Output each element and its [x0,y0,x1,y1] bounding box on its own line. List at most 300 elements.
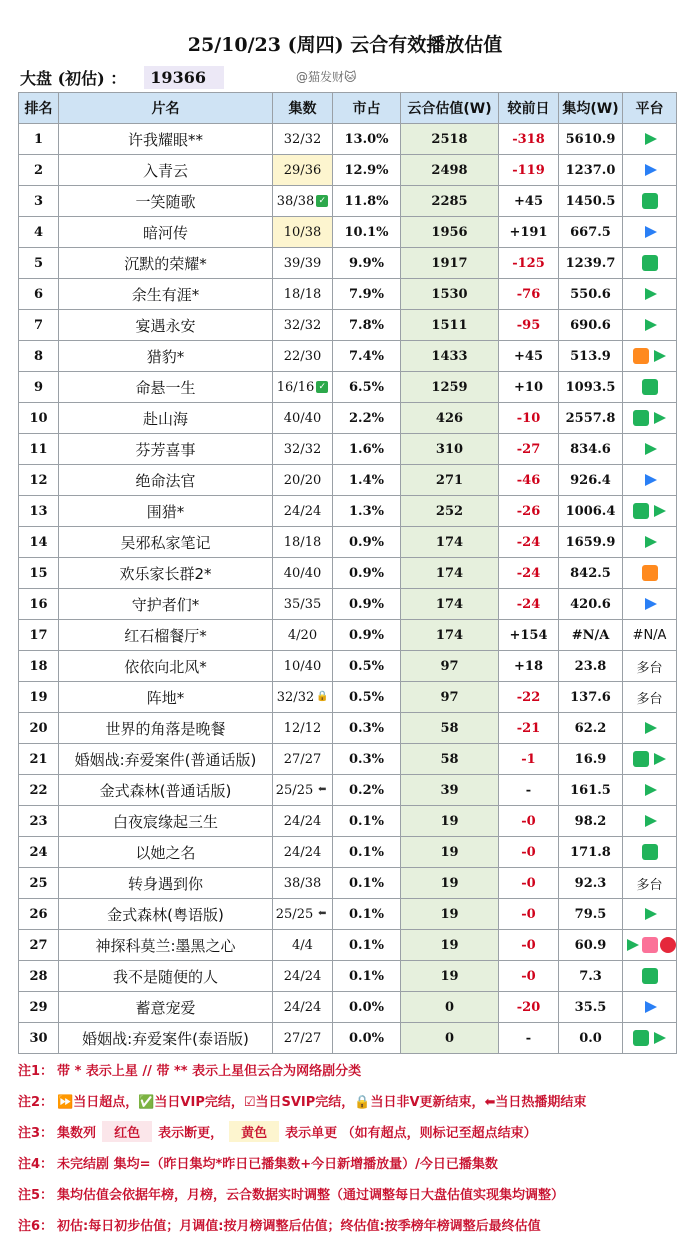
episodes-cell [273,124,333,155]
episodes-cell [273,620,333,651]
value-cell: 174 [401,527,499,558]
rank-cell: 20 [19,713,59,744]
change-cell: +18 [499,651,559,682]
share-cell: 6.5% [333,372,401,403]
share-cell: 1.4% [333,465,401,496]
market-summary [20,62,224,92]
value-cell: 271 [401,465,499,496]
platform-cell: 多台 [623,868,677,899]
episodes-value: 10/38 [283,224,322,240]
share-cell: 0.9% [333,620,401,651]
share-cell: 0.1% [333,868,401,899]
platform-cell [623,310,677,341]
episodes-cell [273,372,333,403]
rank-cell: 3 [19,186,59,217]
notes-section [18,1054,678,1240]
change-cell: -0 [499,837,559,868]
episodes-value: 32/32 [283,131,322,147]
share-cell: 0.1% [333,930,401,961]
youku-icon [642,596,658,612]
platform-cell [623,589,677,620]
platform-cell [623,465,677,496]
episodes-cell [273,434,333,465]
share-cell: 0.9% [333,527,401,558]
avg-cell: 550.6 [559,279,623,310]
rank-cell: 17 [19,620,59,651]
avg-cell: 0.0 [559,1023,623,1054]
table-row [19,434,677,465]
value-cell: 2498 [401,155,499,186]
iqiyi-icon [642,968,658,984]
tencent-video-icon [642,906,658,922]
episodes-cell [273,961,333,992]
note-label: 注3： [18,1126,54,1141]
vip-finished-icon: ✓ [316,195,328,207]
tencent-video-icon [651,751,667,767]
change-cell: -95 [499,310,559,341]
table-row [19,682,677,713]
share-cell: 0.9% [333,558,401,589]
col-header-episodes: 集数 [273,93,333,124]
episodes-cell [273,806,333,837]
table-row [19,124,677,155]
title-cell: 以她之名 [59,837,273,868]
episodes-cell [273,155,333,186]
episodes-value: 24/24 [283,503,322,519]
change-cell: -10 [499,403,559,434]
youku-icon [642,472,658,488]
share-cell: 10.1% [333,217,401,248]
rank-cell: 23 [19,806,59,837]
episodes-value: 25/25 [275,906,314,922]
tencent-video-icon [642,782,658,798]
value-cell: 58 [401,713,499,744]
note-4 [18,1147,678,1178]
avg-cell: 23.8 [559,651,623,682]
table-row [19,310,677,341]
value-cell: 0 [401,992,499,1023]
vip-finished-icon: ✓ [316,381,328,393]
title-cell: 许我耀眼** [59,124,273,155]
table-row [19,992,677,1023]
rank-cell: 26 [19,899,59,930]
mango-tv-icon [642,565,658,581]
table-header-row [19,93,677,124]
episodes-cell [273,248,333,279]
episodes-value: 24/24 [283,813,322,829]
change-cell: +154 [499,620,559,651]
avg-cell: 35.5 [559,992,623,1023]
table-row [19,155,677,186]
tencent-video-icon [642,813,658,829]
share-cell: 0.3% [333,713,401,744]
youku-icon [642,999,658,1015]
title-cell: 我不是随便的人 [59,961,273,992]
tencent-video-icon [651,1030,667,1046]
title-cell: 围猎* [59,496,273,527]
share-cell: 0.0% [333,1023,401,1054]
tencent-video-icon [642,317,658,333]
change-cell: -24 [499,558,559,589]
share-cell: 0.0% [333,992,401,1023]
value-cell: 1433 [401,341,499,372]
share-cell: 0.5% [333,682,401,713]
episodes-cell [273,992,333,1023]
avg-cell: 842.5 [559,558,623,589]
table-row [19,248,677,279]
lock-icon: 🔒 [316,691,329,702]
title-cell: 欢乐家长群2* [59,558,273,589]
note-3 [18,1116,678,1147]
share-cell: 9.9% [333,248,401,279]
value-cell: 19 [401,806,499,837]
episodes-value: 40/40 [283,410,322,426]
title-cell: 金式森林(普通话版) [59,775,273,806]
title-cell: 入青云 [59,155,273,186]
value-cell: 1956 [401,217,499,248]
tencent-video-icon [642,441,658,457]
title-cell: 世界的角落是晚餐 [59,713,273,744]
avg-cell: 513.9 [559,341,623,372]
note-text: 集均估值会依据年榜，月榜，云合数据实时调整（通过调整每日大盘估值实现集均调整） [57,1188,565,1203]
value-cell: 2285 [401,186,499,217]
episodes-cell [273,775,333,806]
table-row [19,961,677,992]
title-cell: 芬芳喜事 [59,434,273,465]
avg-cell: 62.2 [559,713,623,744]
title-cell: 转身遇到你 [59,868,273,899]
rank-cell: 2 [19,155,59,186]
share-cell: 0.9% [333,589,401,620]
rank-cell: 10 [19,403,59,434]
change-cell: -26 [499,496,559,527]
share-cell: 0.1% [333,899,401,930]
episodes-cell [273,403,333,434]
rank-cell: 1 [19,124,59,155]
value-cell: 1259 [401,372,499,403]
rank-cell: 24 [19,837,59,868]
avg-cell: 171.8 [559,837,623,868]
rank-cell: 4 [19,217,59,248]
title-cell: 绝命法官 [59,465,273,496]
episodes-value: 35/35 [283,596,322,612]
title-cell: 余生有涯* [59,279,273,310]
episodes-cell [273,651,333,682]
episodes-value: 10/40 [283,658,322,674]
rank-cell: 12 [19,465,59,496]
note-text: 表示断更， [158,1126,224,1141]
rank-cell: 16 [19,589,59,620]
avg-cell: 1237.0 [559,155,623,186]
value-cell: 39 [401,775,499,806]
title-cell: 宴遇永安 [59,310,273,341]
avg-cell: 1659.9 [559,527,623,558]
platform-cell [623,124,677,155]
tencent-video-icon [642,286,658,302]
value-cell: 97 [401,682,499,713]
share-cell: 0.2% [333,775,401,806]
tencent-video-icon [624,937,640,953]
summary-label: 大盘 (初估) ： [20,68,127,88]
rank-cell: 29 [19,992,59,1023]
value-cell: 1917 [401,248,499,279]
tencent-video-icon [651,348,667,364]
episodes-cell [273,713,333,744]
value-cell: 19 [401,930,499,961]
note-text: ⏩当日超点，✅当日VIP完结，☑当日SVIP完结，🔒当日非V更新结束，⬅当日热播期结束 [57,1095,587,1110]
episodes-cell [273,744,333,775]
value-cell: 1511 [401,310,499,341]
episodes-value: 4/4 [292,937,313,953]
share-cell: 0.5% [333,651,401,682]
table-row [19,837,677,868]
episodes-value: 16/16 [276,379,315,395]
episodes-value: 27/27 [283,751,322,767]
note-label: 注5： [18,1188,54,1203]
episodes-cell [273,868,333,899]
title-cell: 蓄意宠爱 [59,992,273,1023]
episodes-cell [273,310,333,341]
table-row [19,868,677,899]
value-cell: 310 [401,434,499,465]
avg-cell: #N/A [559,620,623,651]
episodes-value: 20/20 [283,472,322,488]
platform-cell: #N/A [623,620,677,651]
author-watermark: @猫发财🐱 [296,70,357,84]
table-row [19,217,677,248]
episodes-value: 18/18 [283,286,322,302]
table-row [19,403,677,434]
avg-cell: 420.6 [559,589,623,620]
episodes-cell [273,1023,333,1054]
share-cell: 7.4% [333,341,401,372]
value-cell: 19 [401,899,499,930]
platform-cell: 多台 [623,682,677,713]
platform-cell [623,837,677,868]
change-cell: - [499,775,559,806]
platform-cell [623,1023,677,1054]
change-cell: -76 [499,279,559,310]
platform-cell: 多台 [623,651,677,682]
platform-cell [623,992,677,1023]
rank-cell: 14 [19,527,59,558]
value-cell: 426 [401,403,499,434]
col-header-share: 市占 [333,93,401,124]
title-cell: 红石榴餐厅* [59,620,273,651]
col-header-avg: 集均(W) [559,93,623,124]
summary-value: 19366 [144,66,224,89]
platform-cell [623,527,677,558]
share-cell: 7.9% [333,279,401,310]
table-row [19,186,677,217]
episodes-cell [273,341,333,372]
platform-cell [623,961,677,992]
rank-cell: 19 [19,682,59,713]
avg-cell: 137.6 [559,682,623,713]
youku-icon [642,162,658,178]
col-header-platform: 平台 [623,93,677,124]
avg-cell: 16.9 [559,744,623,775]
episodes-value: 40/40 [283,565,322,581]
tencent-video-icon [642,131,658,147]
episodes-cell [273,899,333,930]
change-cell: +10 [499,372,559,403]
ratings-table [18,92,677,1054]
episodes-cell [273,837,333,868]
rank-cell: 11 [19,434,59,465]
note-5 [18,1178,678,1209]
rank-cell: 25 [19,868,59,899]
rank-cell: 30 [19,1023,59,1054]
platform-cell [623,279,677,310]
table-row [19,558,677,589]
table-row [19,372,677,403]
iqiyi-icon [642,255,658,271]
change-cell: +191 [499,217,559,248]
table-row [19,589,677,620]
share-cell: 1.6% [333,434,401,465]
rank-cell: 15 [19,558,59,589]
platform-cell [623,403,677,434]
note-text: 带 * 表示上星 // 带 ** 表示上星但云合为网络剧分类 [57,1064,362,1079]
end-arrow-icon: ⬅ [318,784,327,795]
value-cell: 2518 [401,124,499,155]
change-cell: -0 [499,930,559,961]
note-1 [18,1054,678,1085]
col-header-change: 较前日 [499,93,559,124]
change-cell: -24 [499,589,559,620]
table-row [19,713,677,744]
episodes-cell [273,682,333,713]
change-cell: - [499,1023,559,1054]
iqiyi-icon [642,193,658,209]
episodes-cell [273,589,333,620]
note-label: 注6： [18,1219,54,1234]
end-arrow-icon: ⬅ [318,908,327,919]
platform-cell [623,558,677,589]
change-cell: -119 [499,155,559,186]
rank-cell: 28 [19,961,59,992]
rank-cell: 27 [19,930,59,961]
table-row [19,899,677,930]
title-cell: 金式森林(粤语版) [59,899,273,930]
platform-cell [623,341,677,372]
avg-cell: 60.9 [559,930,623,961]
value-cell: 1530 [401,279,499,310]
avg-cell: 98.2 [559,806,623,837]
change-cell: -125 [499,248,559,279]
episodes-value: 32/32 [283,441,322,457]
avg-cell: 834.6 [559,434,623,465]
note-label: 注2： [18,1095,54,1110]
share-cell: 0.1% [333,806,401,837]
avg-cell: 92.3 [559,868,623,899]
table-row [19,744,677,775]
rank-cell: 6 [19,279,59,310]
platform-cell [623,744,677,775]
iqiyi-icon [633,503,649,519]
change-cell: +45 [499,341,559,372]
value-cell: 19 [401,837,499,868]
mango-tv-icon [633,348,649,364]
tencent-video-icon [651,410,667,426]
title-cell: 暗河传 [59,217,273,248]
tencent-video-icon [651,503,667,519]
value-cell: 19 [401,868,499,899]
episodes-cell [273,465,333,496]
title-cell: 赴山海 [59,403,273,434]
title-cell: 神探科莫兰:墨黑之心 [59,930,273,961]
value-cell: 252 [401,496,499,527]
title-cell: 吴邪私家笔记 [59,527,273,558]
rank-cell: 13 [19,496,59,527]
episodes-cell [273,279,333,310]
platform-cell [623,806,677,837]
red-play-icon [660,937,676,953]
note-text: 表示单更 （如有超点，则标记至超点结束） [285,1126,537,1141]
platform-cell [623,372,677,403]
episodes-value: 32/32 [276,689,315,705]
tencent-video-icon [642,720,658,736]
avg-cell: 161.5 [559,775,623,806]
episodes-value: 12/12 [283,720,322,736]
red-swatch: 红色 [102,1121,152,1142]
episodes-value: 29/36 [283,162,322,178]
iqiyi-icon [633,751,649,767]
tencent-video-icon [642,534,658,550]
bilibili-icon [642,937,658,953]
col-header-rank: 排名 [19,93,59,124]
avg-cell: 5610.9 [559,124,623,155]
avg-cell: 2557.8 [559,403,623,434]
platform-cell [623,930,677,961]
platform-cell [623,186,677,217]
table-row [19,1023,677,1054]
change-cell: -1 [499,744,559,775]
episodes-cell [273,558,333,589]
avg-cell: 1006.4 [559,496,623,527]
platform-cell [623,775,677,806]
note-text: 集数列 [57,1126,97,1141]
table-row [19,930,677,961]
avg-cell: 7.3 [559,961,623,992]
value-cell: 174 [401,620,499,651]
platform-cell [623,899,677,930]
platform-cell [623,496,677,527]
share-cell: 13.0% [333,124,401,155]
title-cell: 猎豹* [59,341,273,372]
title-cell: 命悬一生 [59,372,273,403]
episodes-value: 4/20 [287,627,318,643]
rank-cell: 18 [19,651,59,682]
table-row [19,496,677,527]
change-cell: -21 [499,713,559,744]
title-cell: 守护者们* [59,589,273,620]
value-cell: 58 [401,744,499,775]
value-cell: 174 [401,558,499,589]
table-row [19,465,677,496]
episodes-value: 32/32 [283,317,322,333]
title-cell: 婚姻战:弃爱案件(普通话版) [59,744,273,775]
avg-cell: 667.5 [559,217,623,248]
avg-cell: 926.4 [559,465,623,496]
episodes-value: 24/24 [283,844,322,860]
episodes-value: 27/27 [283,1030,322,1046]
episodes-value: 38/38 [283,875,322,891]
note-label: 注1： [18,1064,54,1079]
change-cell: -318 [499,124,559,155]
platform-cell [623,217,677,248]
